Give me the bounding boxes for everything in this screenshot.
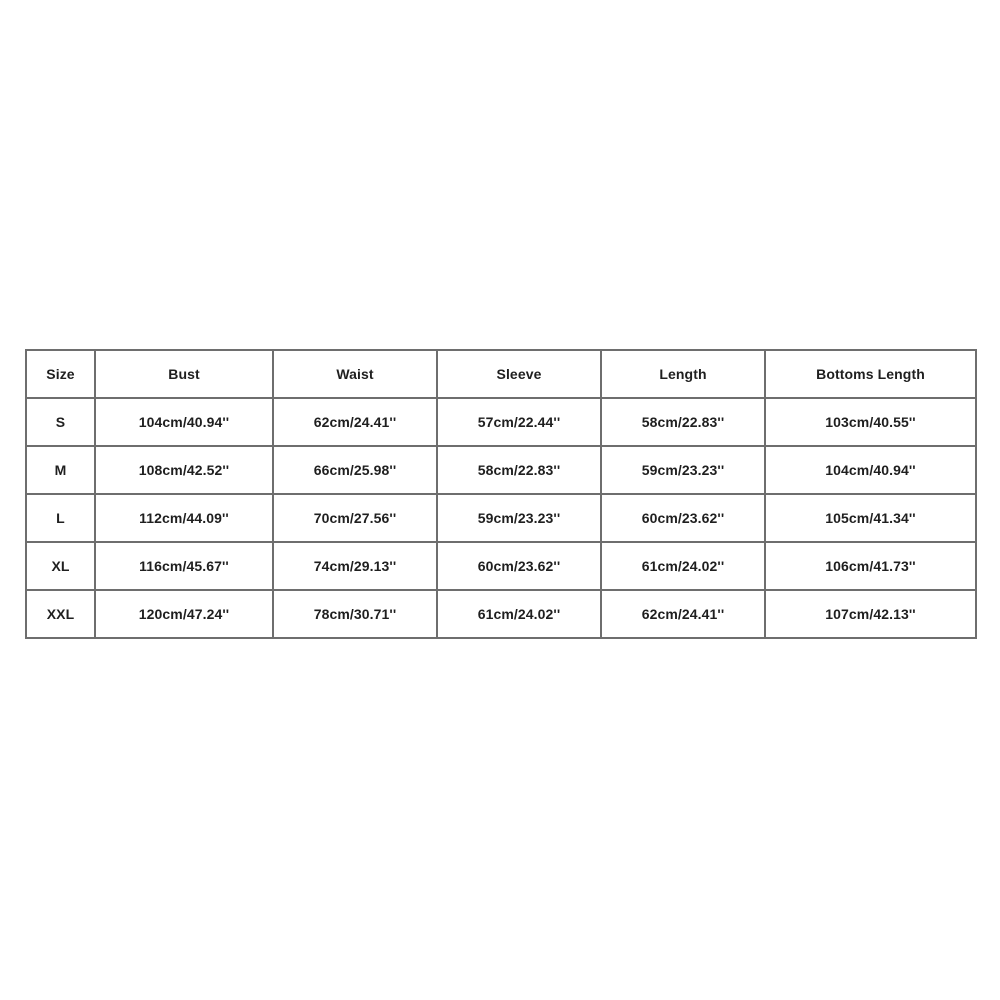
cell-bust: 108cm/42.52'' — [95, 446, 273, 494]
cell-bust: 116cm/45.67'' — [95, 542, 273, 590]
cell-size: XL — [26, 542, 95, 590]
cell-length: 60cm/23.62'' — [601, 494, 765, 542]
header-size: Size — [26, 350, 95, 398]
size-chart-table — [25, 349, 977, 639]
cell-bottoms-length: 107cm/42.13'' — [765, 590, 976, 638]
header-sleeve: Sleeve — [437, 350, 601, 398]
cell-bottoms-length: 103cm/40.55'' — [765, 398, 976, 446]
cell-size: M — [26, 446, 95, 494]
cell-length: 58cm/22.83'' — [601, 398, 765, 446]
cell-bottoms-length: 106cm/41.73'' — [765, 542, 976, 590]
cell-waist: 74cm/29.13'' — [273, 542, 437, 590]
header-bust: Bust — [95, 350, 273, 398]
cell-sleeve: 58cm/22.83'' — [437, 446, 601, 494]
cell-bust: 120cm/47.24'' — [95, 590, 273, 638]
table-row — [26, 446, 976, 494]
cell-sleeve: 57cm/22.44'' — [437, 398, 601, 446]
cell-bottoms-length: 105cm/41.34'' — [765, 494, 976, 542]
table-row — [26, 542, 976, 590]
cell-length: 62cm/24.41'' — [601, 590, 765, 638]
cell-waist: 78cm/30.71'' — [273, 590, 437, 638]
cell-bust: 112cm/44.09'' — [95, 494, 273, 542]
cell-length: 61cm/24.02'' — [601, 542, 765, 590]
cell-size: L — [26, 494, 95, 542]
table-header-row — [26, 350, 976, 398]
cell-bust: 104cm/40.94'' — [95, 398, 273, 446]
cell-size: S — [26, 398, 95, 446]
cell-length: 59cm/23.23'' — [601, 446, 765, 494]
table-row — [26, 590, 976, 638]
cell-waist: 66cm/25.98'' — [273, 446, 437, 494]
cell-waist: 70cm/27.56'' — [273, 494, 437, 542]
cell-size: XXL — [26, 590, 95, 638]
table-row — [26, 494, 976, 542]
header-waist: Waist — [273, 350, 437, 398]
cell-sleeve: 61cm/24.02'' — [437, 590, 601, 638]
cell-bottoms-length: 104cm/40.94'' — [765, 446, 976, 494]
cell-waist: 62cm/24.41'' — [273, 398, 437, 446]
header-length: Length — [601, 350, 765, 398]
header-bottoms-length: Bottoms Length — [765, 350, 976, 398]
table-row — [26, 398, 976, 446]
cell-sleeve: 59cm/23.23'' — [437, 494, 601, 542]
cell-sleeve: 60cm/23.62'' — [437, 542, 601, 590]
